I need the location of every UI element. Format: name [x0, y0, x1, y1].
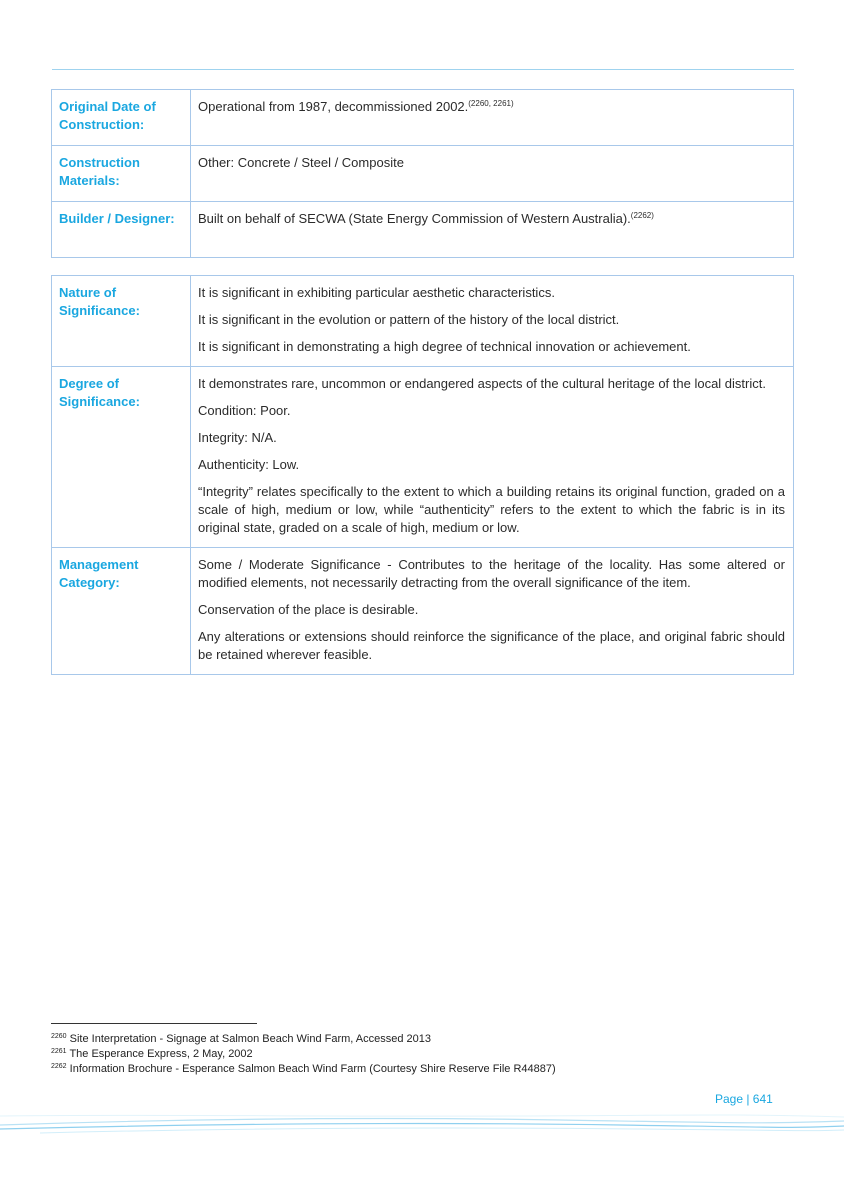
- degree-paragraph: “Integrity” relates specifically to the extent to which a building retains its original function, graded on a scale of high, medium or low, while “authenticity” refers to the extent to which the fabric is in its original state, graded on a scale of high, medium or low.: [198, 484, 785, 535]
- builder-label: Builder / Designer:: [52, 202, 191, 258]
- materials-label: Construction Materials:: [52, 146, 191, 202]
- materials-value: Other: Concrete / Steel / Composite: [191, 146, 794, 202]
- builder-value: Built on behalf of SECWA (State Energy Commission of Western Australia).$^{(2262)}$: [191, 202, 794, 258]
- footnote: [51, 1032, 556, 1047]
- footnote-number: 2260: [51, 1033, 67, 1040]
- management-value: [191, 548, 794, 675]
- management-paragraph: Some / Moderate Significance - Contributes to the heritage of the locality. Has some altered or modified elements, not necessarily detracting from the overall significance of the item.: [198, 557, 785, 590]
- wave-decoration: [0, 1108, 844, 1138]
- footnote-ref: (2262): [630, 211, 654, 220]
- condition-text: Condition: Poor.: [198, 403, 291, 418]
- degree-paragraph: It demonstrates rare, uncommon or endangered aspects of the cultural heritage of the local district.: [198, 376, 766, 391]
- table-row: [52, 367, 794, 548]
- nature-value: [191, 276, 794, 367]
- footnote-number: 2262: [51, 1063, 67, 1070]
- management-label: Management Category:: [52, 548, 191, 675]
- nature-label: Nature of Significance:: [52, 276, 191, 367]
- integrity-text: Integrity: N/A.: [198, 430, 277, 445]
- management-paragraph: Conservation of the place is desirable.: [198, 602, 419, 617]
- management-paragraph: Any alterations or extensions should reinforce the significance of the place, and original fabric should be retained wherever feasible.: [198, 629, 785, 662]
- footnote: [51, 1062, 556, 1077]
- construction-table: [51, 89, 794, 258]
- table-row: [52, 276, 794, 367]
- table-row: [52, 548, 794, 675]
- header-rule: [52, 69, 794, 70]
- table-row: [52, 90, 794, 146]
- significance-table: [51, 275, 794, 675]
- authenticity-text: Authenticity: Low.: [198, 457, 300, 472]
- footnote-ref: (2260, 2261): [468, 99, 514, 108]
- footnote: [51, 1047, 556, 1062]
- table-row: [52, 202, 794, 258]
- nature-paragraph: It is significant in demonstrating a high degree of technical innovation or achievement.: [198, 339, 691, 354]
- original-date-value: Operational from 1987, decommissioned 2002.$^{(2260, 2261)}$: [191, 90, 794, 146]
- degree-label: Degree of Significance:: [52, 367, 191, 548]
- nature-paragraph: It is significant in exhibiting particular aesthetic characteristics.: [198, 285, 555, 300]
- degree-value: [191, 367, 794, 548]
- footnote-divider: [51, 1023, 257, 1024]
- page-number: Page | 641: [715, 1092, 773, 1106]
- footnote-text: Site Interpretation - Signage at Salmon Beach Wind Farm, Accessed 2013: [69, 1033, 432, 1045]
- footnotes: [51, 1032, 556, 1077]
- table-row: [52, 146, 794, 202]
- nature-paragraph: It is significant in the evolution or pattern of the history of the local district.: [198, 312, 620, 327]
- original-date-label: Original Date of Construction:: [52, 90, 191, 146]
- footnote-number: 2261: [51, 1048, 67, 1055]
- footnote-text: The Esperance Express, 2 May, 2002: [69, 1048, 253, 1060]
- footnote-text: Information Brochure - Esperance Salmon Beach Wind Farm (Courtesy Shire Reserve File R44887): [69, 1063, 556, 1075]
